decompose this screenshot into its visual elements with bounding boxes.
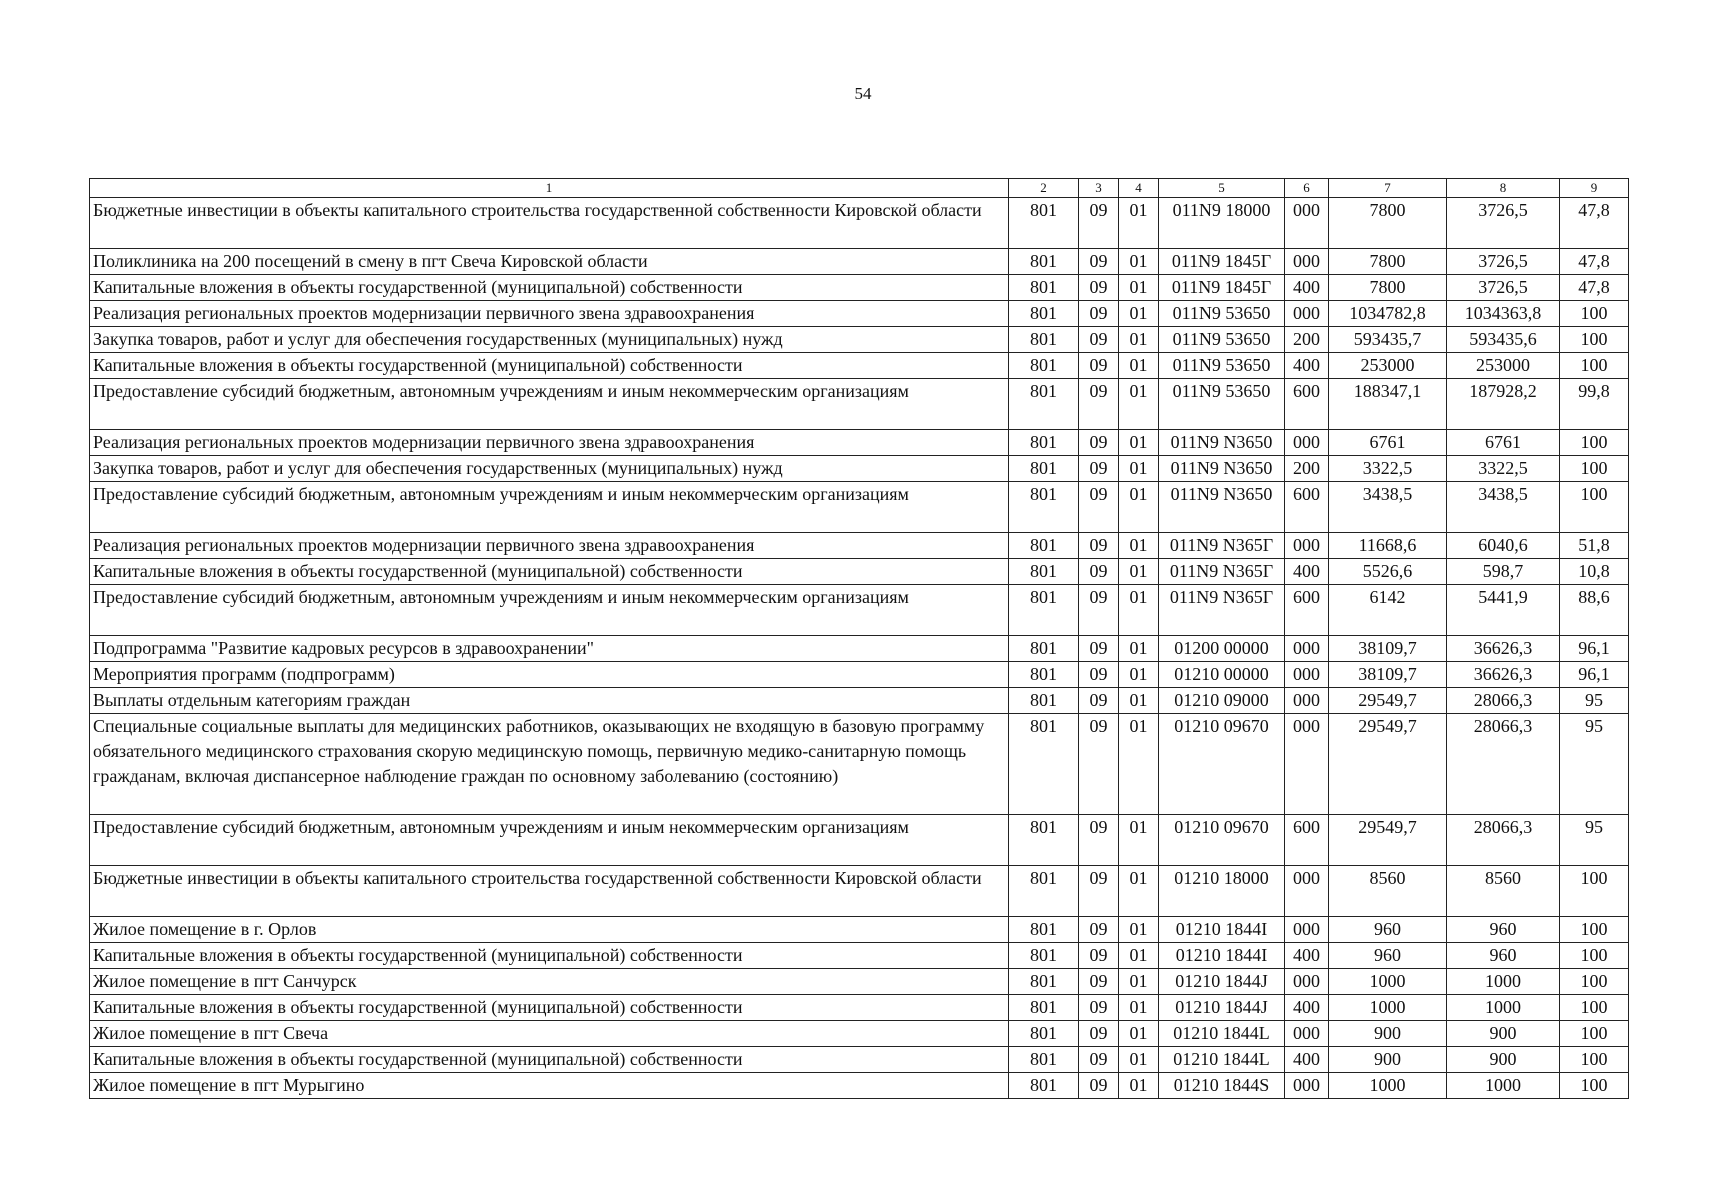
execution-percent: 47,8 (1560, 249, 1629, 275)
section-code: 09 (1079, 249, 1119, 275)
target-article-code: 011N9 53650 (1159, 301, 1285, 327)
row-description: Подпрограмма "Развитие кадровых ресурсов в здравоохранении" (90, 636, 1009, 662)
executed-amount: 3726,5 (1447, 198, 1560, 249)
executed-amount: 1000 (1447, 969, 1560, 995)
execution-percent: 96,1 (1560, 662, 1629, 688)
subsection-code: 01 (1119, 866, 1159, 917)
planned-amount: 6761 (1329, 430, 1447, 456)
planned-amount: 11668,6 (1329, 533, 1447, 559)
executed-amount: 1000 (1447, 995, 1560, 1021)
expense-type-code: 000 (1285, 969, 1329, 995)
target-article-code: 01210 09670 (1159, 714, 1285, 815)
ministry-code: 801 (1009, 327, 1079, 353)
table-row (90, 353, 1629, 379)
table-row (90, 917, 1629, 943)
section-code: 09 (1079, 301, 1119, 327)
row-description: Предоставление субсидий бюджетным, автономным учреждениям и иным некоммерческим организациям (90, 815, 1009, 866)
ministry-code: 801 (1009, 249, 1079, 275)
planned-amount: 29549,7 (1329, 815, 1447, 866)
row-description: Выплаты отдельным категориям граждан (90, 688, 1009, 714)
ministry-code: 801 (1009, 559, 1079, 585)
expense-type-code: 400 (1285, 559, 1329, 585)
ministry-code: 801 (1009, 917, 1079, 943)
expense-type-code: 000 (1285, 198, 1329, 249)
execution-percent: 95 (1560, 714, 1629, 815)
section-code: 09 (1079, 995, 1119, 1021)
target-article-code: 01210 1844L (1159, 1021, 1285, 1047)
executed-amount: 36626,3 (1447, 662, 1560, 688)
column-number: 7 (1329, 179, 1447, 198)
subsection-code: 01 (1119, 301, 1159, 327)
expense-type-code: 600 (1285, 379, 1329, 430)
execution-percent: 100 (1560, 456, 1629, 482)
expense-type-code: 000 (1285, 533, 1329, 559)
execution-percent: 100 (1560, 1047, 1629, 1073)
executed-amount: 5441,9 (1447, 585, 1560, 636)
section-code: 09 (1079, 714, 1119, 815)
column-number-row (90, 179, 1629, 198)
executed-amount: 253000 (1447, 353, 1560, 379)
subsection-code: 01 (1119, 456, 1159, 482)
planned-amount: 5526,6 (1329, 559, 1447, 585)
expense-type-code: 200 (1285, 456, 1329, 482)
section-code: 09 (1079, 198, 1119, 249)
execution-percent: 95 (1560, 815, 1629, 866)
target-article-code: 011N9 N3650 (1159, 430, 1285, 456)
ministry-code: 801 (1009, 533, 1079, 559)
execution-percent: 96,1 (1560, 636, 1629, 662)
planned-amount: 38109,7 (1329, 662, 1447, 688)
executed-amount: 36626,3 (1447, 636, 1560, 662)
subsection-code: 01 (1119, 917, 1159, 943)
execution-percent: 100 (1560, 943, 1629, 969)
execution-percent: 100 (1560, 1021, 1629, 1047)
table-row (90, 198, 1629, 249)
target-article-code: 011N9 53650 (1159, 327, 1285, 353)
subsection-code: 01 (1119, 249, 1159, 275)
column-number: 3 (1079, 179, 1119, 198)
ministry-code: 801 (1009, 456, 1079, 482)
target-article-code: 01210 1844S (1159, 1073, 1285, 1099)
row-description: Мероприятия программ (подпрограмм) (90, 662, 1009, 688)
section-code: 09 (1079, 482, 1119, 533)
expense-type-code: 400 (1285, 943, 1329, 969)
expense-type-code: 000 (1285, 662, 1329, 688)
executed-amount: 960 (1447, 943, 1560, 969)
planned-amount: 38109,7 (1329, 636, 1447, 662)
table-row (90, 969, 1629, 995)
executed-amount: 187928,2 (1447, 379, 1560, 430)
table-row (90, 1073, 1629, 1099)
section-code: 09 (1079, 585, 1119, 636)
subsection-code: 01 (1119, 585, 1159, 636)
target-article-code: 011N9 N3650 (1159, 482, 1285, 533)
execution-percent: 100 (1560, 353, 1629, 379)
section-code: 09 (1079, 943, 1119, 969)
row-description: Капитальные вложения в объекты государственной (муниципальной) собственности (90, 1047, 1009, 1073)
ministry-code: 801 (1009, 585, 1079, 636)
ministry-code: 801 (1009, 430, 1079, 456)
executed-amount: 28066,3 (1447, 714, 1560, 815)
target-article-code: 011N9 1845Г (1159, 275, 1285, 301)
expense-type-code: 400 (1285, 1047, 1329, 1073)
ministry-code: 801 (1009, 353, 1079, 379)
target-article-code: 01210 1844I (1159, 943, 1285, 969)
planned-amount: 7800 (1329, 249, 1447, 275)
executed-amount: 3438,5 (1447, 482, 1560, 533)
table-row (90, 866, 1629, 917)
target-article-code: 01210 1844I (1159, 917, 1285, 943)
column-number: 6 (1285, 179, 1329, 198)
target-article-code: 011N9 53650 (1159, 353, 1285, 379)
subsection-code: 01 (1119, 943, 1159, 969)
row-description: Предоставление субсидий бюджетным, автономным учреждениям и иным некоммерческим организациям (90, 585, 1009, 636)
ministry-code: 801 (1009, 482, 1079, 533)
section-code: 09 (1079, 688, 1119, 714)
column-number: 2 (1009, 179, 1079, 198)
ministry-code: 801 (1009, 815, 1079, 866)
expense-type-code: 400 (1285, 995, 1329, 1021)
execution-percent: 100 (1560, 430, 1629, 456)
expense-type-code: 600 (1285, 815, 1329, 866)
row-description: Реализация региональных проектов модернизации первичного звена здравоохранения (90, 533, 1009, 559)
ministry-code: 801 (1009, 995, 1079, 1021)
target-article-code: 01210 00000 (1159, 662, 1285, 688)
row-description: Закупка товаров, работ и услуг для обеспечения государственных (муниципальных) нужд (90, 456, 1009, 482)
target-article-code: 01210 1844L (1159, 1047, 1285, 1073)
execution-percent: 100 (1560, 969, 1629, 995)
table-row (90, 275, 1629, 301)
table-row (90, 585, 1629, 636)
expense-type-code: 000 (1285, 301, 1329, 327)
ministry-code: 801 (1009, 198, 1079, 249)
planned-amount: 188347,1 (1329, 379, 1447, 430)
section-code: 09 (1079, 1021, 1119, 1047)
planned-amount: 7800 (1329, 275, 1447, 301)
executed-amount: 8560 (1447, 866, 1560, 917)
subsection-code: 01 (1119, 379, 1159, 430)
planned-amount: 1000 (1329, 969, 1447, 995)
expense-type-code: 000 (1285, 249, 1329, 275)
subsection-code: 01 (1119, 714, 1159, 815)
ministry-code: 801 (1009, 1073, 1079, 1099)
section-code: 09 (1079, 379, 1119, 430)
expense-type-code: 000 (1285, 917, 1329, 943)
executed-amount: 960 (1447, 917, 1560, 943)
section-code: 09 (1079, 559, 1119, 585)
section-code: 09 (1079, 353, 1119, 379)
planned-amount: 900 (1329, 1021, 1447, 1047)
budget-table (89, 178, 1629, 1099)
row-description: Жилое помещение в пгт Мурыгино (90, 1073, 1009, 1099)
executed-amount: 28066,3 (1447, 688, 1560, 714)
planned-amount: 960 (1329, 943, 1447, 969)
column-number: 8 (1447, 179, 1560, 198)
subsection-code: 01 (1119, 636, 1159, 662)
ministry-code: 801 (1009, 1047, 1079, 1073)
execution-percent: 10,8 (1560, 559, 1629, 585)
table-row (90, 1047, 1629, 1073)
table-row (90, 456, 1629, 482)
target-article-code: 011N9 N365Г (1159, 585, 1285, 636)
target-article-code: 011N9 N365Г (1159, 559, 1285, 585)
planned-amount: 900 (1329, 1047, 1447, 1073)
section-code: 09 (1079, 327, 1119, 353)
execution-percent: 100 (1560, 995, 1629, 1021)
subsection-code: 01 (1119, 482, 1159, 533)
table-row (90, 327, 1629, 353)
expense-type-code: 400 (1285, 353, 1329, 379)
target-article-code: 01210 09670 (1159, 815, 1285, 866)
planned-amount: 29549,7 (1329, 714, 1447, 815)
target-article-code: 01210 09000 (1159, 688, 1285, 714)
table-row (90, 636, 1629, 662)
table-row (90, 662, 1629, 688)
ministry-code: 801 (1009, 969, 1079, 995)
expense-type-code: 000 (1285, 1073, 1329, 1099)
planned-amount: 253000 (1329, 353, 1447, 379)
ministry-code: 801 (1009, 275, 1079, 301)
row-description: Специальные социальные выплаты для медицинских работников, оказывающих не входящую в базовую программу обязательного медицинского страхования скорую медицинскую помощь, первичную медико-санитарную помощь гражданам, включая диспансерное наблюдение граждан по основному заболеванию (состоянию) (90, 714, 1009, 815)
planned-amount: 29549,7 (1329, 688, 1447, 714)
subsection-code: 01 (1119, 327, 1159, 353)
execution-percent: 100 (1560, 327, 1629, 353)
ministry-code: 801 (1009, 866, 1079, 917)
expense-type-code: 000 (1285, 866, 1329, 917)
target-article-code: 01210 1844J (1159, 969, 1285, 995)
row-description: Жилое помещение в пгт Санчурск (90, 969, 1009, 995)
table-row (90, 995, 1629, 1021)
expense-type-code: 400 (1285, 275, 1329, 301)
expense-type-code: 000 (1285, 1021, 1329, 1047)
execution-percent: 88,6 (1560, 585, 1629, 636)
row-description: Капитальные вложения в объекты государственной (муниципальной) собственности (90, 275, 1009, 301)
planned-amount: 3438,5 (1329, 482, 1447, 533)
section-code: 09 (1079, 662, 1119, 688)
execution-percent: 51,8 (1560, 533, 1629, 559)
section-code: 09 (1079, 969, 1119, 995)
row-description: Бюджетные инвестиции в объекты капитального строительства государственной собственности Кировской области (90, 866, 1009, 917)
ministry-code: 801 (1009, 301, 1079, 327)
target-article-code: 011N9 N365Г (1159, 533, 1285, 559)
expense-type-code: 600 (1285, 482, 1329, 533)
subsection-code: 01 (1119, 1021, 1159, 1047)
section-code: 09 (1079, 866, 1119, 917)
subsection-code: 01 (1119, 969, 1159, 995)
executed-amount: 598,7 (1447, 559, 1560, 585)
planned-amount: 593435,7 (1329, 327, 1447, 353)
ministry-code: 801 (1009, 1021, 1079, 1047)
expense-type-code: 000 (1285, 688, 1329, 714)
table-row (90, 943, 1629, 969)
execution-percent: 100 (1560, 482, 1629, 533)
executed-amount: 900 (1447, 1021, 1560, 1047)
section-code: 09 (1079, 636, 1119, 662)
ministry-code: 801 (1009, 943, 1079, 969)
executed-amount: 28066,3 (1447, 815, 1560, 866)
row-description: Капитальные вложения в объекты государственной (муниципальной) собственности (90, 995, 1009, 1021)
execution-percent: 100 (1560, 866, 1629, 917)
table-row (90, 559, 1629, 585)
subsection-code: 01 (1119, 430, 1159, 456)
table-row (90, 688, 1629, 714)
ministry-code: 801 (1009, 714, 1079, 815)
subsection-code: 01 (1119, 688, 1159, 714)
executed-amount: 3726,5 (1447, 275, 1560, 301)
target-article-code: 01200 00000 (1159, 636, 1285, 662)
execution-percent: 99,8 (1560, 379, 1629, 430)
subsection-code: 01 (1119, 353, 1159, 379)
row-description: Предоставление субсидий бюджетным, автономным учреждениям и иным некоммерческим организациям (90, 482, 1009, 533)
subsection-code: 01 (1119, 995, 1159, 1021)
expense-type-code: 000 (1285, 430, 1329, 456)
subsection-code: 01 (1119, 1073, 1159, 1099)
column-number: 5 (1159, 179, 1285, 198)
subsection-code: 01 (1119, 559, 1159, 585)
ministry-code: 801 (1009, 662, 1079, 688)
column-number: 1 (90, 179, 1009, 198)
execution-percent: 100 (1560, 917, 1629, 943)
column-number: 9 (1560, 179, 1629, 198)
target-article-code: 01210 1844J (1159, 995, 1285, 1021)
section-code: 09 (1079, 275, 1119, 301)
execution-percent: 100 (1560, 301, 1629, 327)
planned-amount: 1000 (1329, 1073, 1447, 1099)
ministry-code: 801 (1009, 688, 1079, 714)
section-code: 09 (1079, 815, 1119, 866)
execution-percent: 100 (1560, 1073, 1629, 1099)
subsection-code: 01 (1119, 533, 1159, 559)
execution-percent: 95 (1560, 688, 1629, 714)
subsection-code: 01 (1119, 662, 1159, 688)
expense-type-code: 000 (1285, 636, 1329, 662)
ministry-code: 801 (1009, 636, 1079, 662)
table-row (90, 379, 1629, 430)
expense-type-code: 000 (1285, 714, 1329, 815)
target-article-code: 011N9 18000 (1159, 198, 1285, 249)
table-row (90, 430, 1629, 456)
table-row (90, 249, 1629, 275)
executed-amount: 3726,5 (1447, 249, 1560, 275)
ministry-code: 801 (1009, 379, 1079, 430)
row-description: Капитальные вложения в объекты государственной (муниципальной) собственности (90, 353, 1009, 379)
row-description: Бюджетные инвестиции в объекты капитального строительства государственной собственности Кировской области (90, 198, 1009, 249)
target-article-code: 011N9 1845Г (1159, 249, 1285, 275)
column-number: 4 (1119, 179, 1159, 198)
executed-amount: 6761 (1447, 430, 1560, 456)
table-row (90, 714, 1629, 815)
section-code: 09 (1079, 430, 1119, 456)
table-row (90, 301, 1629, 327)
planned-amount: 8560 (1329, 866, 1447, 917)
subsection-code: 01 (1119, 1047, 1159, 1073)
planned-amount: 960 (1329, 917, 1447, 943)
row-description: Реализация региональных проектов модернизации первичного звена здравоохранения (90, 301, 1009, 327)
executed-amount: 593435,6 (1447, 327, 1560, 353)
row-description: Поликлиника на 200 посещений в смену в пгт Свеча Кировской области (90, 249, 1009, 275)
section-code: 09 (1079, 917, 1119, 943)
table-row (90, 482, 1629, 533)
executed-amount: 1000 (1447, 1073, 1560, 1099)
row-description: Закупка товаров, работ и услуг для обеспечения государственных (муниципальных) нужд (90, 327, 1009, 353)
table-row (90, 533, 1629, 559)
row-description: Жилое помещение в г. Орлов (90, 917, 1009, 943)
subsection-code: 01 (1119, 275, 1159, 301)
executed-amount: 6040,6 (1447, 533, 1560, 559)
execution-percent: 47,8 (1560, 198, 1629, 249)
target-article-code: 011N9 N3650 (1159, 456, 1285, 482)
section-code: 09 (1079, 1073, 1119, 1099)
row-description: Предоставление субсидий бюджетным, автономным учреждениям и иным некоммерческим организациям (90, 379, 1009, 430)
page-number: 54 (854, 84, 872, 103)
table-row (90, 1021, 1629, 1047)
planned-amount: 1034782,8 (1329, 301, 1447, 327)
target-article-code: 01210 18000 (1159, 866, 1285, 917)
row-description: Капитальные вложения в объекты государственной (муниципальной) собственности (90, 943, 1009, 969)
section-code: 09 (1079, 456, 1119, 482)
executed-amount: 900 (1447, 1047, 1560, 1073)
section-code: 09 (1079, 533, 1119, 559)
row-description: Жилое помещение в пгт Свеча (90, 1021, 1009, 1047)
row-description: Капитальные вложения в объекты государственной (муниципальной) собственности (90, 559, 1009, 585)
expense-type-code: 200 (1285, 327, 1329, 353)
subsection-code: 01 (1119, 815, 1159, 866)
table-row (90, 815, 1629, 866)
row-description: Реализация региональных проектов модернизации первичного звена здравоохранения (90, 430, 1009, 456)
executed-amount: 3322,5 (1447, 456, 1560, 482)
planned-amount: 6142 (1329, 585, 1447, 636)
section-code: 09 (1079, 1047, 1119, 1073)
target-article-code: 011N9 53650 (1159, 379, 1285, 430)
planned-amount: 1000 (1329, 995, 1447, 1021)
execution-percent: 47,8 (1560, 275, 1629, 301)
planned-amount: 7800 (1329, 198, 1447, 249)
executed-amount: 1034363,8 (1447, 301, 1560, 327)
expense-type-code: 600 (1285, 585, 1329, 636)
subsection-code: 01 (1119, 198, 1159, 249)
planned-amount: 3322,5 (1329, 456, 1447, 482)
